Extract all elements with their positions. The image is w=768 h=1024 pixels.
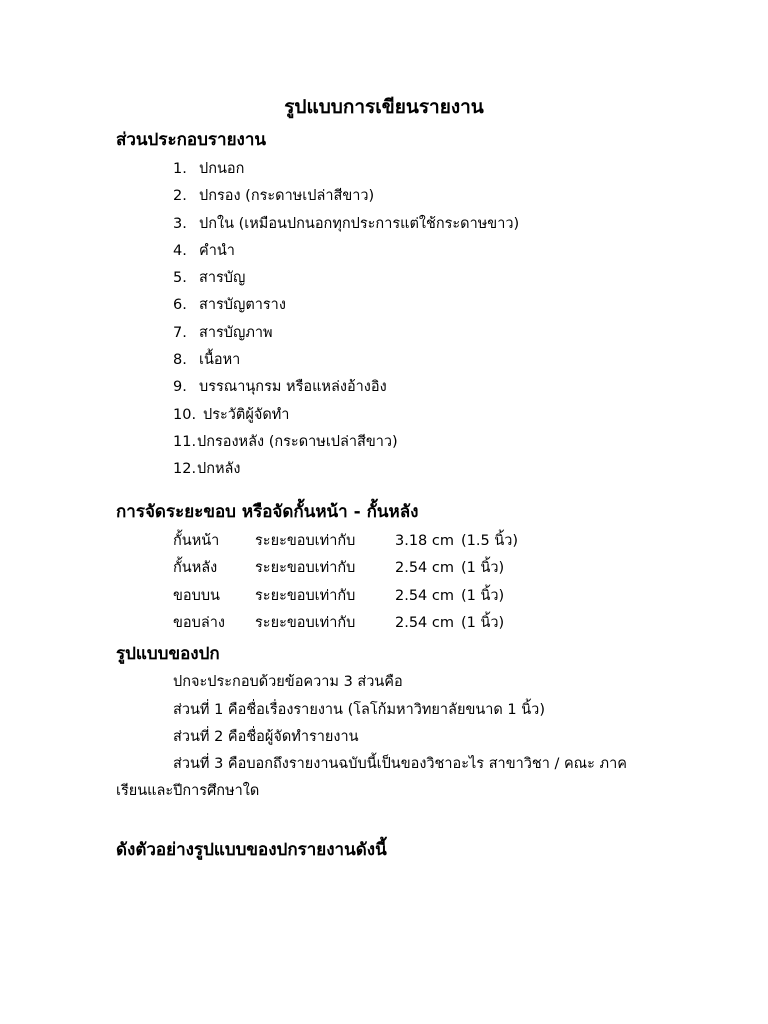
margin-cm: 2.54 cm: [395, 587, 454, 604]
list-item: [173, 347, 519, 374]
example-heading: ดังตัวอย่างรูปแบบของปกรายงานดังนี้: [116, 840, 387, 860]
margin-label: ระยะขอบเท่ากับ: [255, 560, 356, 577]
margins-heading: การจัดระยะขอบ หรือจัดกั้นหน้า - กั้นหลัง: [116, 502, 419, 522]
margin-row: [173, 610, 518, 637]
margin-name: ขอบล่าง: [173, 614, 225, 631]
item-text: เนื้อหา: [199, 352, 241, 369]
item-number: 5.: [173, 270, 187, 287]
margin-label: ระยะขอบเท่ากับ: [255, 533, 356, 549]
item-number: 10.: [173, 406, 197, 423]
item-number: 2.: [173, 188, 187, 205]
margin-name: กั้นหลัง: [173, 560, 218, 577]
margin-label: ระยะขอบเท่ากับ: [255, 614, 356, 631]
cover-intro: ปกจะประกอบด้วยข้อความ 3 ส่วนคือ: [173, 674, 403, 690]
margin-name: กั้นหน้า: [173, 533, 220, 549]
margin-name: ขอบบน: [173, 587, 220, 604]
margin-inch: (1 นิ้ว): [461, 560, 505, 577]
margin-row: [173, 555, 518, 582]
components-list: [173, 156, 519, 484]
item-number: 7.: [173, 324, 187, 341]
list-item: [173, 429, 519, 456]
list-item: [173, 320, 519, 347]
item-text: ปกรองหลัง (กระดาษเปล่าสีขาว): [197, 433, 398, 450]
cover-part-3-line-1: ส่วนที่ 3 คือบอกถึงรายงานฉบับนี้เป็นของวิชาอะไร สาขาวิชา / คณะ ภาค: [173, 756, 627, 772]
item-number: 1.: [173, 161, 187, 177]
margin-label: ระยะขอบเท่ากับ: [255, 587, 356, 604]
item-number: 6.: [173, 297, 187, 314]
margin-cm: 2.54 cm: [395, 614, 454, 631]
item-number: 9.: [173, 379, 187, 396]
item-text: บรรณานุกรม หรือแหล่งอ้างอิง: [199, 379, 387, 396]
list-item: [173, 238, 519, 265]
item-number: 12.: [173, 461, 197, 478]
list-item: [173, 156, 519, 183]
list-item: [173, 456, 519, 483]
list-item: [173, 265, 519, 292]
item-text: ปกนอก: [199, 161, 245, 177]
item-number: 3.: [173, 215, 187, 232]
item-text: ปกหลัง: [197, 461, 241, 478]
margin-cm: 3.18 cm: [395, 533, 454, 549]
margin-row: [173, 583, 518, 610]
margin-inch: (1 นิ้ว): [461, 587, 505, 604]
cover-part-1: ส่วนที่ 1 คือชื่อเรื่องรายงาน (โลโก้มหาวิทยาลัยขนาด 1 นิ้ว): [173, 702, 545, 718]
item-number: 4.: [173, 242, 187, 259]
margin-cm: 2.54 cm: [395, 560, 454, 577]
list-item: [173, 402, 519, 429]
components-heading: ส่วนประกอบรายงาน: [116, 130, 266, 150]
list-item: [173, 183, 519, 210]
item-text: คำนำ: [199, 242, 235, 259]
cover-heading: รูปแบบของปก: [116, 644, 220, 664]
item-text: สารบัญตาราง: [199, 297, 286, 314]
margin-inch: (1.5 นิ้ว): [461, 533, 519, 549]
list-item: [173, 374, 519, 401]
cover-part-3-line-2: เรียนและปีการศึกษาใด: [116, 783, 260, 799]
cover-part-2: ส่วนที่ 2 คือชื่อผู้จัดทำรายงาน: [173, 729, 359, 745]
page-title: รูปแบบการเขียนรายงาน: [284, 96, 484, 118]
item-text: สารบัญภาพ: [199, 324, 273, 341]
item-text: ปกรอง (กระดาษเปล่าสีขาว): [199, 188, 375, 205]
list-item: [173, 211, 519, 238]
margin-row: [173, 528, 518, 555]
item-number: 11.: [173, 433, 197, 450]
margins-table: [173, 528, 518, 637]
item-text: สารบัญ: [199, 270, 246, 287]
margin-inch: (1 นิ้ว): [461, 614, 505, 631]
list-item: [173, 292, 519, 319]
item-text: ปกใน (เหมือนปกนอกทุกประการแต่ใช้กระดาษขาว): [199, 215, 520, 232]
item-text: ประวัติผู้จัดทำ: [203, 406, 290, 423]
item-number: 8.: [173, 352, 187, 369]
